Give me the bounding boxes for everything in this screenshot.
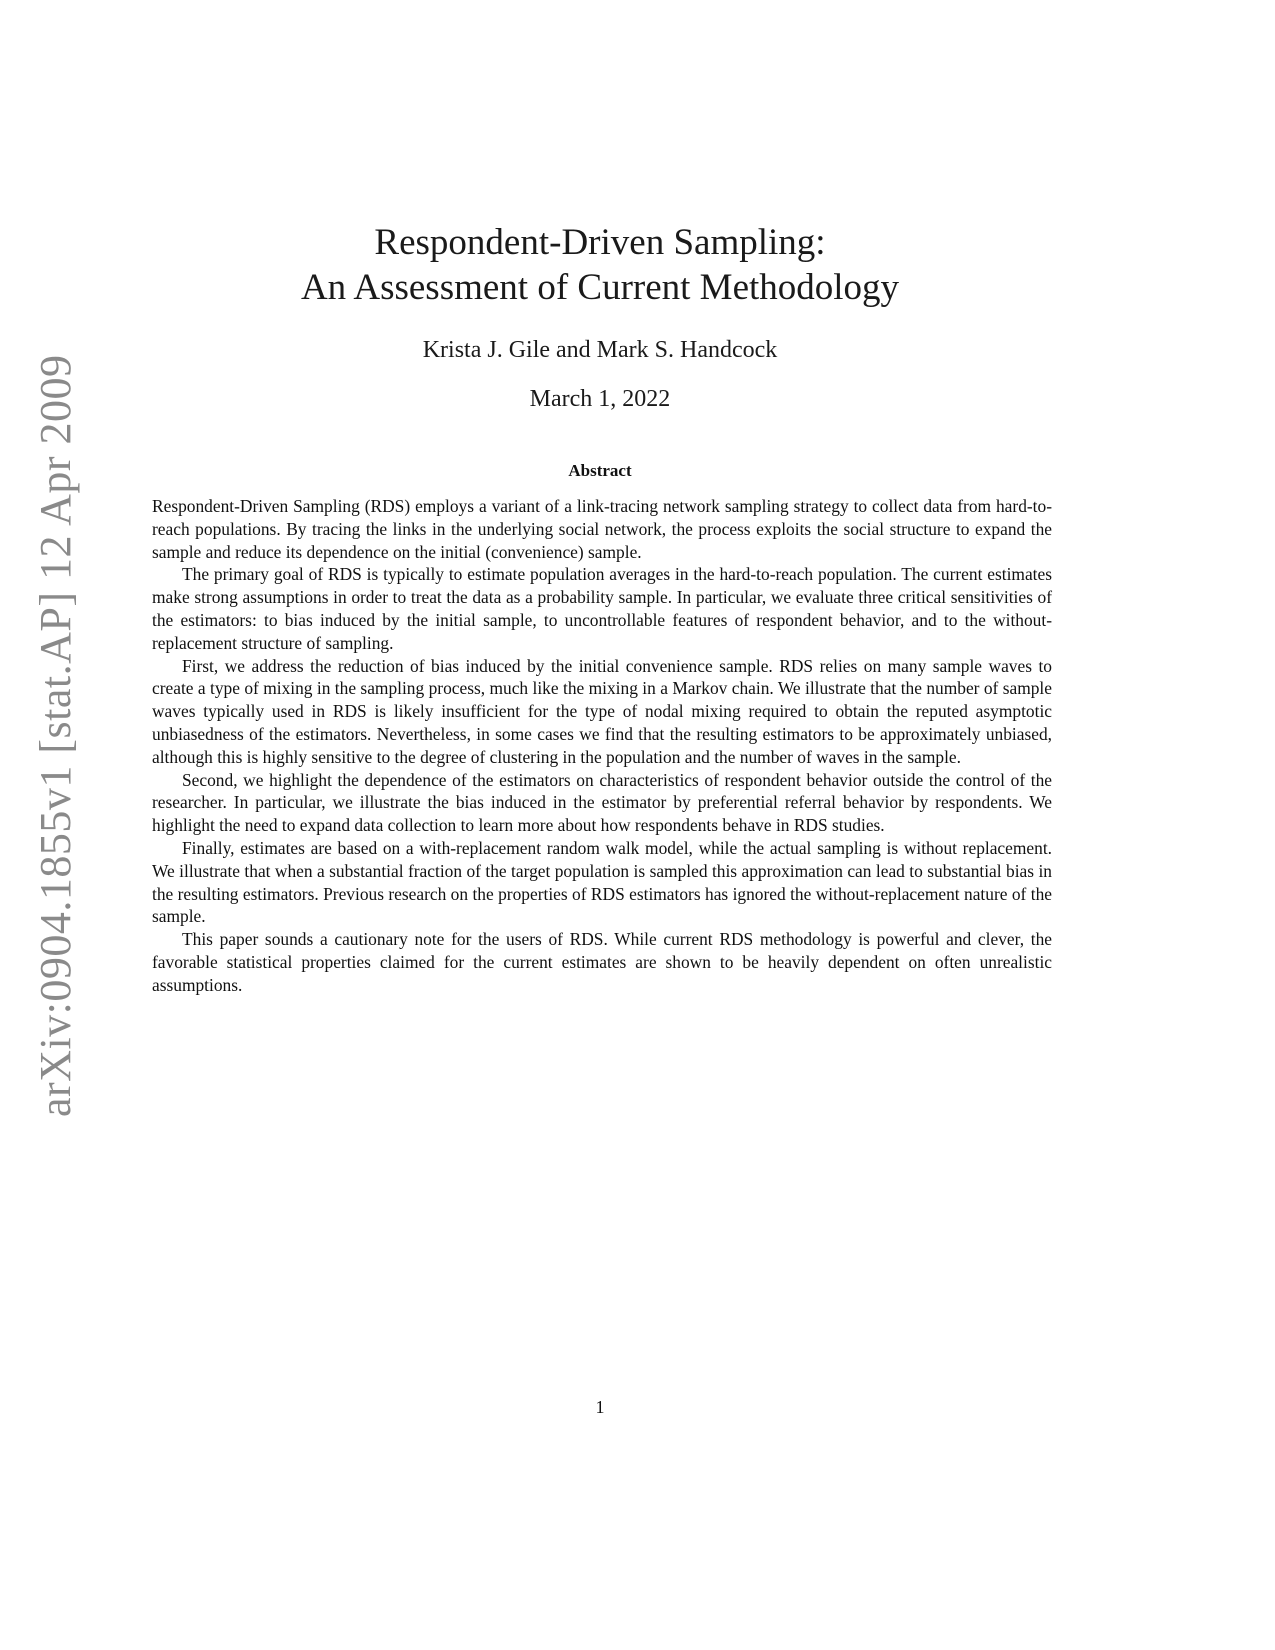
title-line-1: Respondent-Driven Sampling: (374, 222, 826, 263)
paper-title (0, 220, 1200, 310)
page-number: 1 (595, 1397, 605, 1417)
abstract-paragraph: Respondent-Driven Sampling (RDS) employs a variant of a link-tracing network sampling strategy to collect data from hard-to-reach populations. By tracing the links in the underlying social network, the process exploits the social structure to expand the sample and reduce its dependence on the initial (convenience) sample. (152, 496, 1052, 562)
arxiv-identifier-stamp: arXiv:0904.1855v1 [stat.AP] 12 Apr 2009 (31, 354, 80, 1117)
title-line-2: An Assessment of Current Methodology (300, 267, 900, 308)
author-list: Krista J. Gile and Mark S. Handcock (422, 337, 778, 363)
publication-date: March 1, 2022 (529, 386, 671, 412)
abstract-heading: Abstract (568, 461, 632, 480)
abstract-paragraph: Finally, estimates are based on a with-replacement random walk model, while the actual sampling is without replacement. We illustrate that when a substantial fraction of the target population is sampled this approximation can lead to substantial bias in the resulting estimators. Previous research on the properties of RDS estimators has ignored the without-replacement nature of the sample. (152, 837, 1052, 927)
abstract-paragraph: Second, we highlight the dependence of the estimators on characteristics of respondent behavior outside the control of the researcher. In particular, we illustrate the bias induced in the estimator by preferential referral behavior by respondents. We highlight the need to expand data collection to learn more about how respondents behave in RDS studies. (152, 769, 1052, 836)
abstract-paragraph: First, we address the reduction of bias induced by the initial convenience sample. RDS relies on many sample waves to create a type of mixing in the sampling process, much like the mixing in a Markov chain. We illustrate that the number of sample waves typically used in RDS is likely insufficient for the type of nodal mixing required to obtain the reputed asymptotic unbiasedness of the estimators. Nevertheless, in some cases we find that the resulting estimators to be approximately unbiased, although this is highly sensitive to the degree of clustering in the population and the number of waves in the sample. (152, 655, 1052, 767)
abstract-body (152, 495, 1052, 997)
abstract-paragraph: This paper sounds a cautionary note for the users of RDS. While current RDS methodology is powerful and clever, the favorable statistical properties claimed for the current estimates are shown to be heavily dependent on often unrealistic assumptions. (152, 929, 1052, 995)
abstract-paragraph: The primary goal of RDS is typically to estimate population averages in the hard-to-reach population. The current estimates make strong assumptions in order to treat the data as a probability sample. In particular, we evaluate three critical sensitivities of the estimators: to bias induced by the initial sample, to uncontrollable features of respondent behavior, and to the without-replacement structure of sampling. (152, 564, 1052, 653)
